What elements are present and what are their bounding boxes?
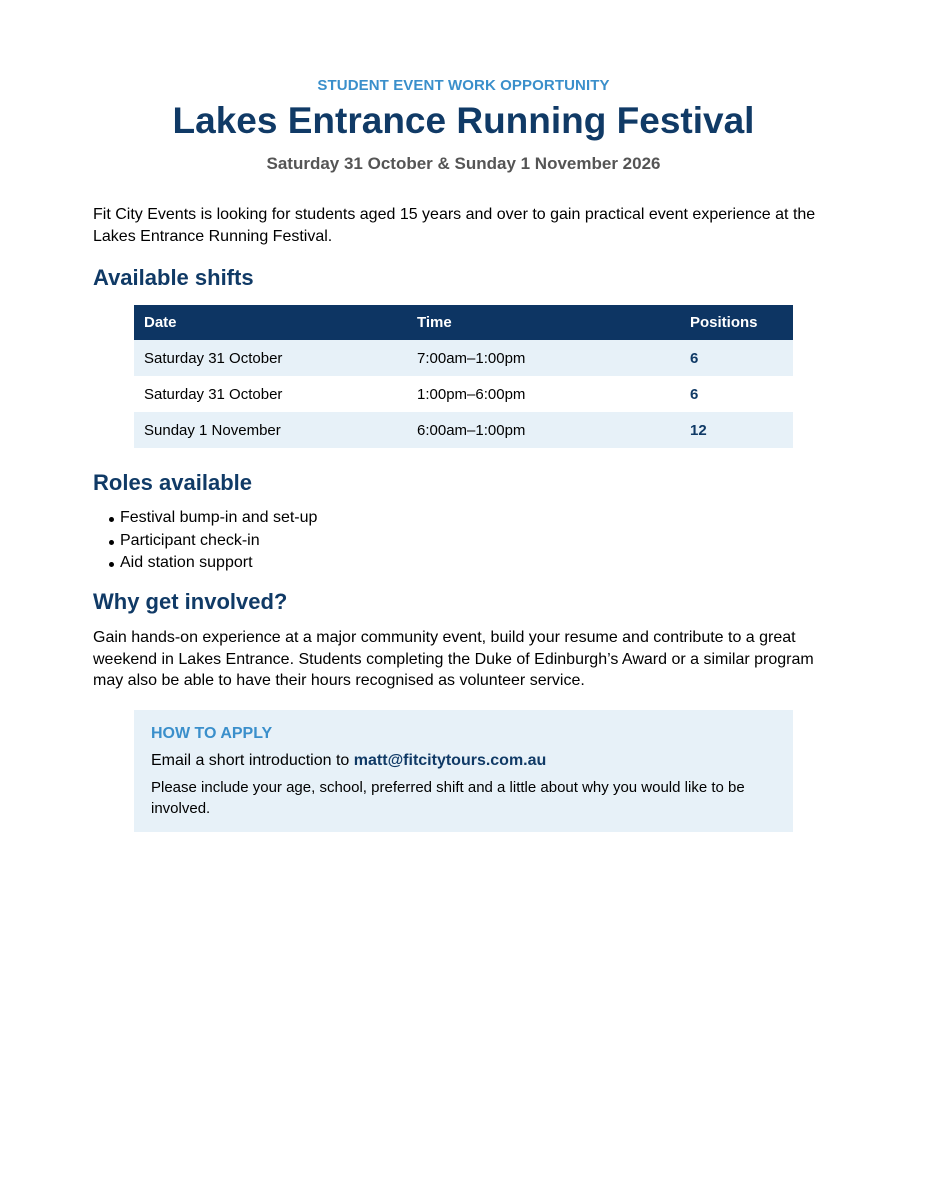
shift-time: 7:00am–1:00pm (407, 340, 680, 376)
shift-date: Sunday 1 November (134, 412, 407, 448)
shift-date: Saturday 31 October (134, 340, 407, 376)
column-header-date: Date (134, 305, 407, 340)
table-row (134, 340, 793, 376)
intro-paragraph: Fit City Events is looking for students aged 15 years and over to gain practical event experience at the Lakes Entrance Running Festival. (93, 206, 816, 245)
how-to-apply-box (134, 710, 793, 832)
why-paragraph: Gain hands-on experience at a major community event, build your resume and contribute to a great weekend in Lakes Entrance. Students completing the Duke of Edinburgh’s Award or a similar program may also be able to have their hours recognised as volunteer service. (93, 629, 814, 689)
apply-email-link[interactable]: matt@fitcitytours.com.au (353, 752, 547, 769)
apply-instruction (151, 752, 546, 770)
eyebrow-label: STUDENT EVENT WORK OPPORTUNITY (317, 77, 610, 94)
apply-email-prefix: Email a short introduction to (151, 752, 350, 769)
shift-positions: 6 (680, 340, 793, 376)
shift-date: Saturday 31 October (144, 385, 283, 403)
column-header-positions: Positions (680, 305, 793, 340)
shifts-heading: Available shifts (93, 265, 254, 290)
table-header-row (134, 305, 793, 340)
why-heading: Why get involved? (93, 589, 288, 614)
apply-heading: HOW TO APPLY (151, 725, 273, 742)
list-item: Festival bump-in and set-up (108, 507, 317, 530)
event-dates: Saturday 31 October & Sunday 1 November 2026 (266, 154, 661, 173)
page-title: Lakes Entrance Running Festival (172, 100, 755, 141)
shift-positions: 6 (690, 385, 699, 403)
apply-note: Please include your age, school, preferred shift and a little about why you would like to be involved. (151, 779, 745, 817)
shift-time: 1:00pm–6:00pm (417, 385, 526, 403)
roles-heading: Roles available (93, 470, 252, 495)
table-row (134, 376, 793, 412)
shift-time: 6:00am–1:00pm (407, 412, 680, 448)
list-item: Participant check-in (108, 530, 317, 553)
column-header-time: Time (407, 305, 680, 340)
roles-list (108, 507, 317, 575)
list-item: Aid station support (108, 552, 317, 575)
shifts-table (134, 305, 793, 448)
shift-positions: 12 (680, 412, 793, 448)
table-row (134, 412, 793, 448)
